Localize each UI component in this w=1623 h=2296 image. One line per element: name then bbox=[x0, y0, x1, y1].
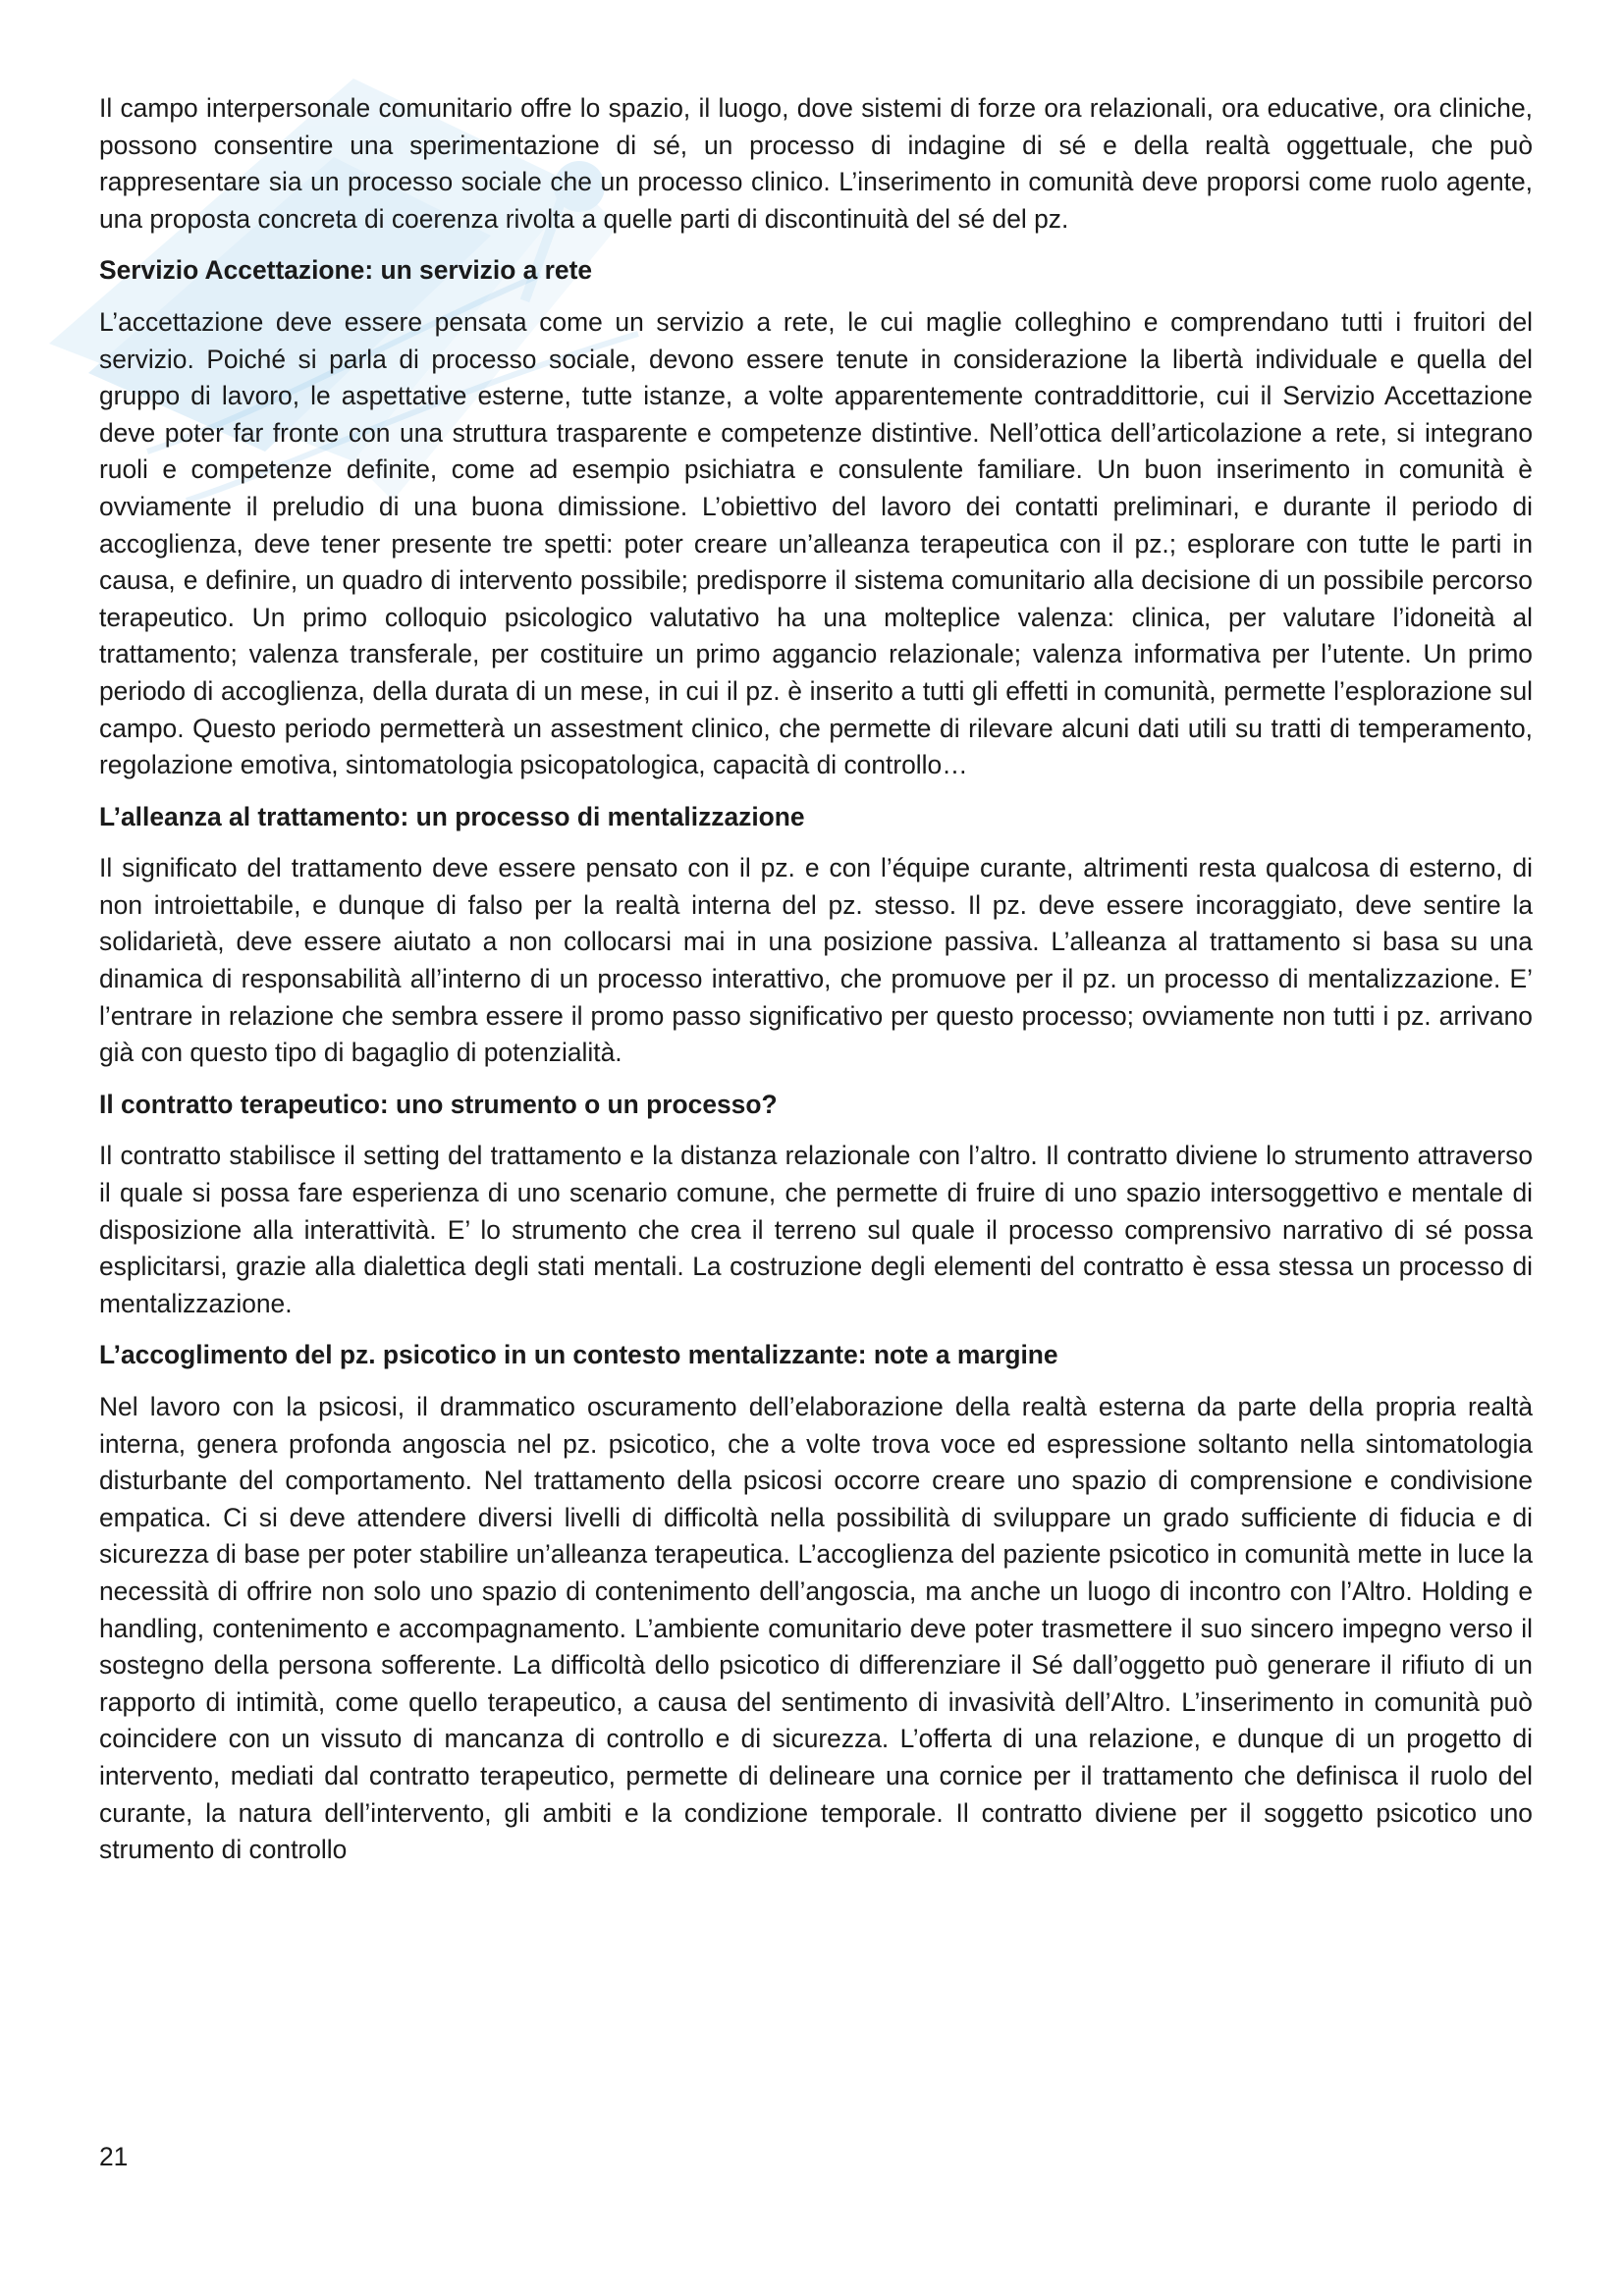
paragraph: Nel lavoro con la psicosi, il drammatico oscuramento dell’elaborazione della realtà esterna da parte della propria realtà interna, genera profonda angoscia nel pz. psicotico, che a volte trova voce ed espressione soltanto nella sintomatologia disturbante del comportamento. Nel trattamento della psicosi occorre creare uno spazio di comprensione e condivisione empatica. Ci si deve attendere diversi livelli di difficoltà nella possibilità di sviluppare un grado sufficiente di fiducia e di sicurezza di base per poter stabilire un’alleanza terapeutica. L’accoglienza del paziente psicotico in comunità mette in luce la necessità di offrire non solo uno spazio di contenimento dell’angoscia, ma anche un luogo di incontro con l’Altro. Holding e handling, contenimento e accompagnamento. L’ambiente comunitario deve poter trasmettere il suo sincero impegno verso il sostegno della persona sofferente. La difficoltà dello psicotico di differenziare il Sé dall’oggetto può generare il rifiuto di un rapporto di intimità, come quello terapeutico, a causa del sentimento di invasività dell’Altro. L’inserimento in comunità può coincidere con un vissuto di mancanza di controllo e di sicurezza. L’offerta di una relazione, e dunque di un progetto di intervento, mediati dal contratto terapeutico, permette di delineare una cornice per il trattamento che definisca il ruolo del curante, la natura dell’intervento, gli ambiti e la condizione temporale. Il contratto diviene per il soggetto psicotico uno strumento di controllo bbox=[99, 1392, 1533, 1865]
section-heading: Servizio Accettazione: un servizio a rete bbox=[99, 255, 593, 286]
section-heading: L’alleanza al trattamento: un processo di mentalizzazione bbox=[99, 801, 805, 831]
document-body bbox=[99, 90, 1533, 1884]
paragraph: L’accettazione deve essere pensata come un servizio a rete, le cui maglie colleghino e comprendano tutti i fruitori del servizio. Poiché si parla di processo sociale, devono essere tenute in considerazione la libertà individuale e quella del gruppo di lavoro, le aspettative esterne, tutte istanze, a volte apparentemente contraddittorie, cui il Servizio Accettazione deve poter far fronte con una struttura trasparente e competenze distintive. Nell’ottica dell’articolazione a rete, si integrano ruoli e competenze definite, come ad esempio psichiatra e consulente familiare. Un buon inserimento in comunità è ovviamente il preludio di una buona dimissione. L’obiettivo del lavoro dei contatti preliminari, e durante il periodo di accoglienza, deve tener presente tre spetti: poter creare un’alleanza terapeutica con il pz.; esplorare con tutte le parti in causa, e definire, un quadro di intervento possibile; predisporre il sistema comunitario alla decisione di un possibile percorso terapeutico. Un primo colloquio psicologico valutativo ha una molteplice valenza: clinica, per valutare l’idoneità al trattamento; valenza transferale, per costituire un primo aggancio relazionale; valenza informativa per l’utente. Un primo periodo di accoglienza, della durata di un mese, in cui il pz. è inserito a tutti gli effetti in comunità, permette l’esplorazione sul campo. Questo periodo permetterà un assestment clinico, che permette di rilevare alcuni dati utili su tratti di temperamento, regolazione emotiva, sintomatologia psicopatologica, capacità di controllo… bbox=[99, 306, 1533, 780]
section-heading: L’accoglimento del pz. psicotico in un contesto mentalizzante: note a margine bbox=[99, 1340, 1058, 1370]
paragraph: Il significato del trattamento deve essere pensato con il pz. e con l’équipe curante, altrimenti resta qualcosa di esterno, di non introiettabile, e dunque di falso per la realtà interna del pz. stesso. Il pz. deve essere incoraggiato, deve sentire la solidarietà, deve essere aiutato a non collocarsi mai in una posizione passiva. L’alleanza al trattamento si basa su una dinamica di responsabilità all’interno di un processo interattivo, che promuove per il pz. un processo di mentalizzazione. E’ l’entrare in relazione che sembra essere il promo passo significativo per questo processo; ovviamente non tutti i pz. arrivano già con questo tipo di bagaglio di potenzialità. bbox=[99, 853, 1533, 1068]
page-number: 21 bbox=[99, 2142, 129, 2171]
paragraph: Il campo interpersonale comunitario offre lo spazio, il luogo, dove sistemi di forze ora relazionali, ora educative, ora cliniche, possono consentire una sperimentazione di sé, un processo di indagine di sé e della realtà oggettuale, che può rappresentare sia un processo sociale che un processo clinico. L’inserimento in comunità deve proporsi come ruolo agente, una proposta concreta di coerenza rivolta a quelle parti di discontinuità del sé del pz. bbox=[99, 93, 1533, 234]
paragraph: Il contratto stabilisce il setting del trattamento e la distanza relazionale con l’altro. Il contratto diviene lo strumento attraverso il quale si possa fare esperienza di uno scenario comune, che permette di fruire di uno spazio intersoggettivo e mentale di disposizione alla interattività. E’ lo strumento che crea il terreno sul quale il processo comprensivo narrativo di sé possa esplicitarsi, grazie alla dialettica degli stati mentali. La costruzione degli elementi del contratto è essa stessa un processo di mentalizzazione. bbox=[99, 1141, 1533, 1318]
section-heading: Il contratto terapeutico: uno strumento o un processo? bbox=[99, 1089, 778, 1119]
